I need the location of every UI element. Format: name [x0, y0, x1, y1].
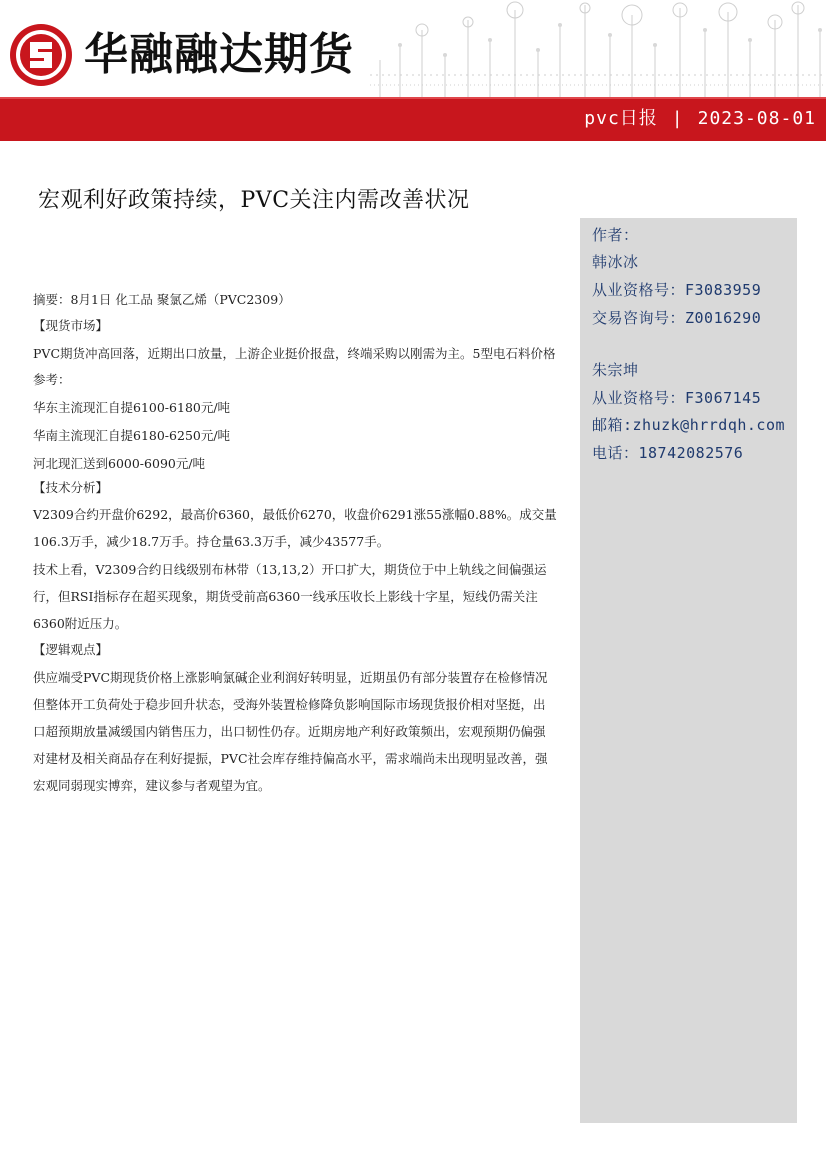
paragraph-line: 6360附近压力。: [33, 616, 128, 631]
report-title: 宏观利好政策持续，PVC关注内需改善状况: [38, 188, 470, 213]
report-header: [0, 0, 826, 97]
author2-email: 邮箱:zhuzk@hrrdqh.com: [592, 416, 786, 434]
summary-line: 摘要：8月1日 化工品 聚氯乙烯（PVC2309）: [33, 292, 291, 307]
paragraph-line: 河北现汇送到6000-6090元/吨: [33, 456, 206, 471]
separator: |: [671, 108, 684, 129]
report-type: pvc日报: [584, 108, 658, 129]
paragraph-line: PVC期货冲高回落，近期出口放量，上游企业挺价报盘，终端采购以刚需为主。5型电石料价格: [33, 346, 556, 361]
report-type-date: [584, 97, 816, 141]
paragraph-line: 参考：: [33, 372, 71, 387]
company-logo-icon: [8, 22, 74, 88]
decorative-pattern: [370, 0, 826, 97]
paragraph-line: 宏观同弱现实博弈，建议参与者观望为宜。: [33, 778, 271, 793]
paragraph-line: 技术上看，V2309合约日线级别布林带（13,13,2）开口扩大，期货位于中上轨线之间偏强运: [33, 562, 547, 577]
author1-qualification: 从业资格号：F3083959: [592, 281, 762, 299]
paragraph-line: 行，但RSI指标存在超买现象，期货受前高6360一线承压收长上影线十字星，短线仍需关注: [33, 589, 538, 604]
report-date: 2023-08-01: [697, 108, 816, 129]
author-sidebar: [580, 218, 797, 1123]
author1-name: 韩冰冰: [592, 253, 639, 271]
paragraph-line: V2309合约开盘价6292，最高价6360，最低价6270，收盘价6291涨55涨幅0.88%。成交量: [33, 507, 557, 522]
author2-name: 朱宗坤: [592, 361, 639, 379]
author-heading: 作者：: [592, 226, 639, 244]
section-heading-spot: 【现货市场】: [33, 318, 109, 333]
paragraph-line: 106.3万手，减少18.7万手。持仓量63.3万手，减少43577手。: [33, 534, 390, 549]
paragraph-line: 供应端受PVC期现货价格上涨影响氯碱企业利润好转明显，近期虽仍有部分装置存在检修情况: [33, 670, 548, 685]
paragraph-line: 口超预期放量减缓国内销售压力，出口韧性仍存。近期房地产利好政策频出，宏观预期仍偏强: [33, 724, 546, 739]
section-heading-tech: 【技术分析】: [33, 480, 109, 495]
brand-name: 华融融达期货: [84, 29, 354, 80]
paragraph-line: 华东主流现汇自提6100-6180元/吨: [33, 400, 231, 415]
paragraph-line: 但整体开工负荷处于稳步回升状态，受海外装置检修降负影响国际市场现货报价相对坚挺，出: [33, 697, 546, 712]
section-heading-logic: 【逻辑观点】: [33, 642, 109, 657]
author1-consult: 交易咨询号：Z0016290: [592, 309, 762, 327]
paragraph-line: 对建材及相关商品存在利好提振，PVC社会库存维持偏高水平，需求端尚未出现明显改善，强: [33, 751, 548, 766]
report-banner: [0, 97, 826, 141]
author2-qualification: 从业资格号：F3067145: [592, 389, 762, 407]
author2-phone: 电话：18742082576: [592, 444, 744, 462]
paragraph-line: 华南主流现汇自提6180-6250元/吨: [33, 428, 231, 443]
